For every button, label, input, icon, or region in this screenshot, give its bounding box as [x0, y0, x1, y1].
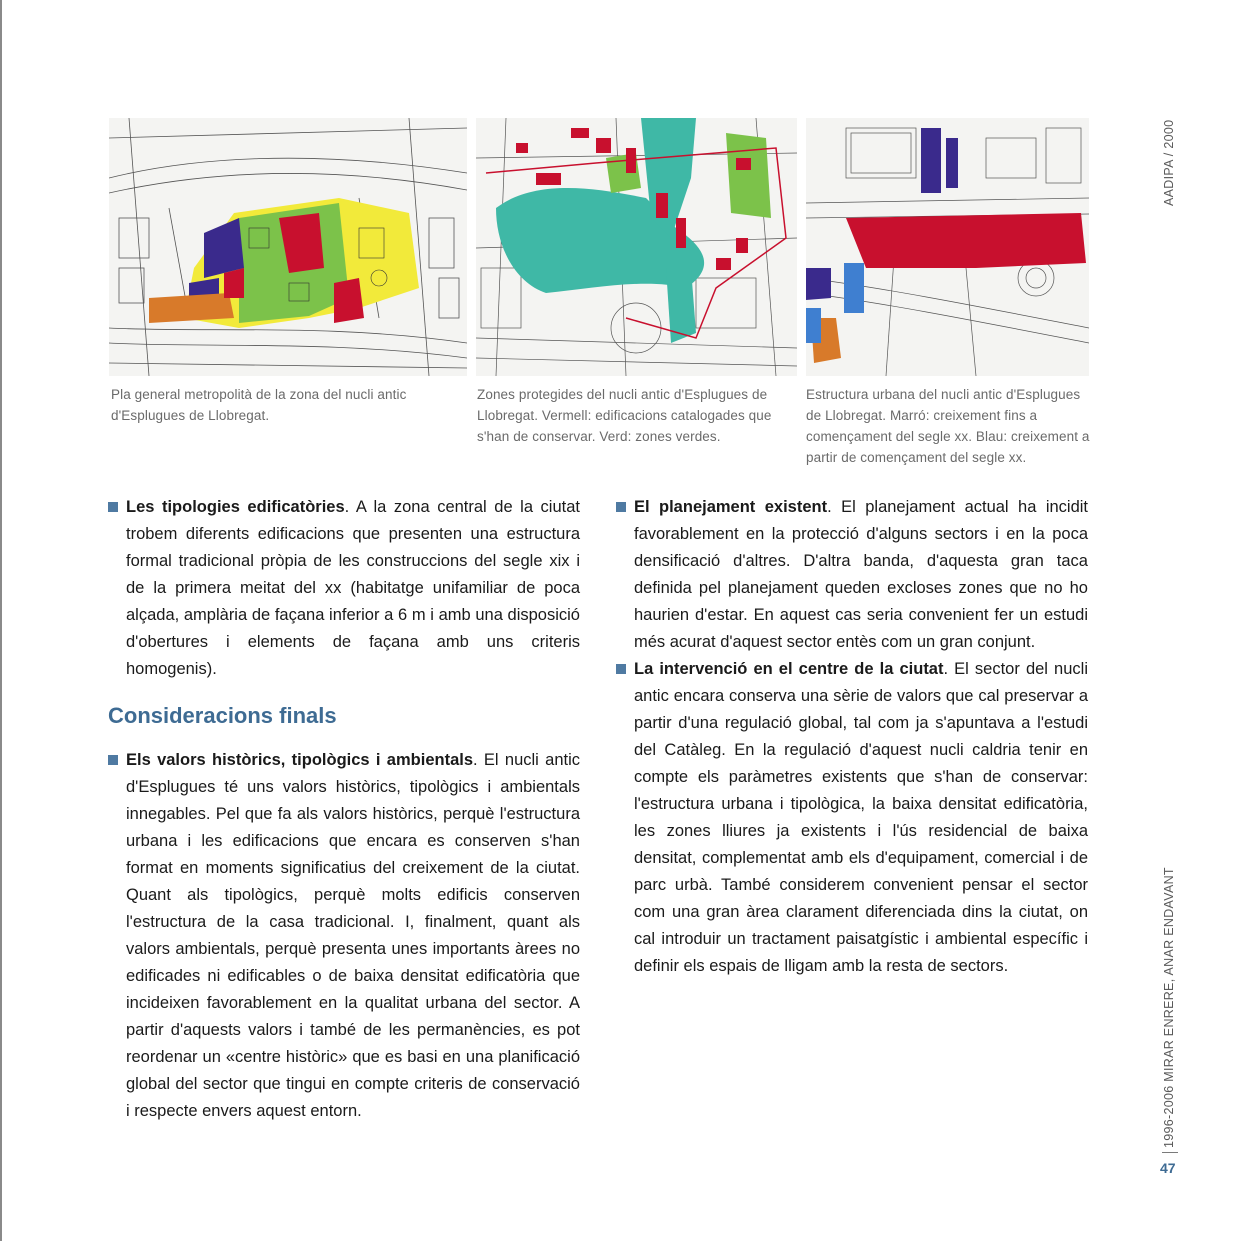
paragraph-body: . El planejament actual ha incidit favorablement en la protecció d'alguns sectors i en la poca densificació d'altres. D'altra banda, d'aquesta gran taca definida pel planejament queden excloses zones que no ho haurien d'estar. En aquest cas seria convenient fer un estudi més acurat d'aquest sector entès com un gran conjunt. — [634, 498, 1089, 651]
paragraph-valors — [108, 747, 580, 1125]
map-pla-general-metropolita — [109, 118, 467, 376]
paragraph-tipologies — [108, 494, 580, 683]
sidebar-divider — [1162, 1152, 1178, 1153]
paragraph-intervencio — [616, 656, 1088, 980]
map-estructura-urbana — [806, 118, 1089, 376]
figure-caption-3: Estructura urbana del nucli antic d'Esplugues de Llobregat. Marró: creixement fins a començament del segle xx. Blau: creixement a partir de començament del segle xx. — [806, 387, 1090, 465]
figure-caption-1: Pla general metropolità de la zona del nucli antic d'Esplugues de Llobregat. — [111, 387, 407, 423]
page-number: 47 — [1160, 1160, 1176, 1176]
paragraph-lead: El planejament existent — [634, 498, 828, 516]
paragraph-body: . El nucli antic d'Esplugues té uns valors històrics, tipològics i ambientals innegables. Pel que fa als valors històrics, perquè l'estructura urbana i les edificacions que encara es conserven s'han format en moments significatius del creixement de la ciutat. Quant als tipològics, perquè molts edificis conserven l'estructura de la casa tradicional. I, finalment, quant als valors ambientals, perquè presenta unes importants àrees no edificades ni edificables o de baixa densitat edificatòria que incideixen favorablement en la qualitat urbana del sector. A partir d'aquests valors i també de les permanències, es pot reordenar un «centre històric» que es basi en una planificació global del sector que tingui en compte criteris de conservació i respecte envers aquest entorn. — [126, 751, 581, 1120]
page-edge-rule — [0, 0, 2, 1241]
map-zones-protegides — [476, 118, 797, 376]
paragraph-body: . A la zona central de la ciutat trobem diferents edificacions que presenten una estructura formal tradicional pròpia de les construccions del segle xix i de la primera meitat del xx (habitatge unifamiliar de poca alçada, amplària de façana inferior a 6 m i amb una disposició d'obertures i elements de façana amb uns criteris homogenis). — [126, 498, 580, 678]
section-heading: Consideracions finals — [108, 703, 337, 728]
text-column-right — [616, 494, 1088, 980]
paragraph-lead: Les tipologies edificatòries — [126, 498, 345, 516]
sidebar-label-bottom: 1996-2006 MIRAR ENRERE, ANAR ENDAVANT — [1162, 867, 1176, 1148]
square-bullet-icon — [108, 502, 118, 512]
sidebar-label-top: AADIPA / 2000 — [1162, 119, 1176, 206]
square-bullet-icon — [616, 664, 626, 674]
paragraph-lead: La intervenció en el centre de la ciutat — [634, 660, 944, 678]
square-bullet-icon — [108, 755, 118, 765]
figure-caption-2: Zones protegides del nucli antic d'Esplugues de Llobregat. Vermell: edificacions catalogades que s'han de conservar. Verd: zones verdes. — [477, 387, 772, 444]
text-column-left — [108, 494, 580, 1125]
square-bullet-icon — [616, 502, 626, 512]
paragraph-lead: Els valors històrics, tipològics i ambientals — [126, 751, 474, 769]
paragraph-planejament — [616, 494, 1088, 656]
paragraph-body: . El sector del nucli antic encara conserva una sèrie de valors que cal preservar a partir d'una regulació global, tal com ja s'apuntava a l'estudi del Catàleg. En la regulació d'aquest nucli caldria tenir en compte els paràmetres existents que s'han de conservar: l'estructura urbana i tipològica, la baixa densitat edificatòria, les zones lliures ja existents i l'ús residencial de baixa densitat, complementat amb els d'equipament, comercial i de parc urbà. També considerem convenient pensar el sector com una gran àrea clarament diferenciada dins la ciutat, on cal introduir un tractament paisatgístic i ambiental específic i definir els espais de lligam amb la resta de sectors. — [634, 660, 1088, 975]
